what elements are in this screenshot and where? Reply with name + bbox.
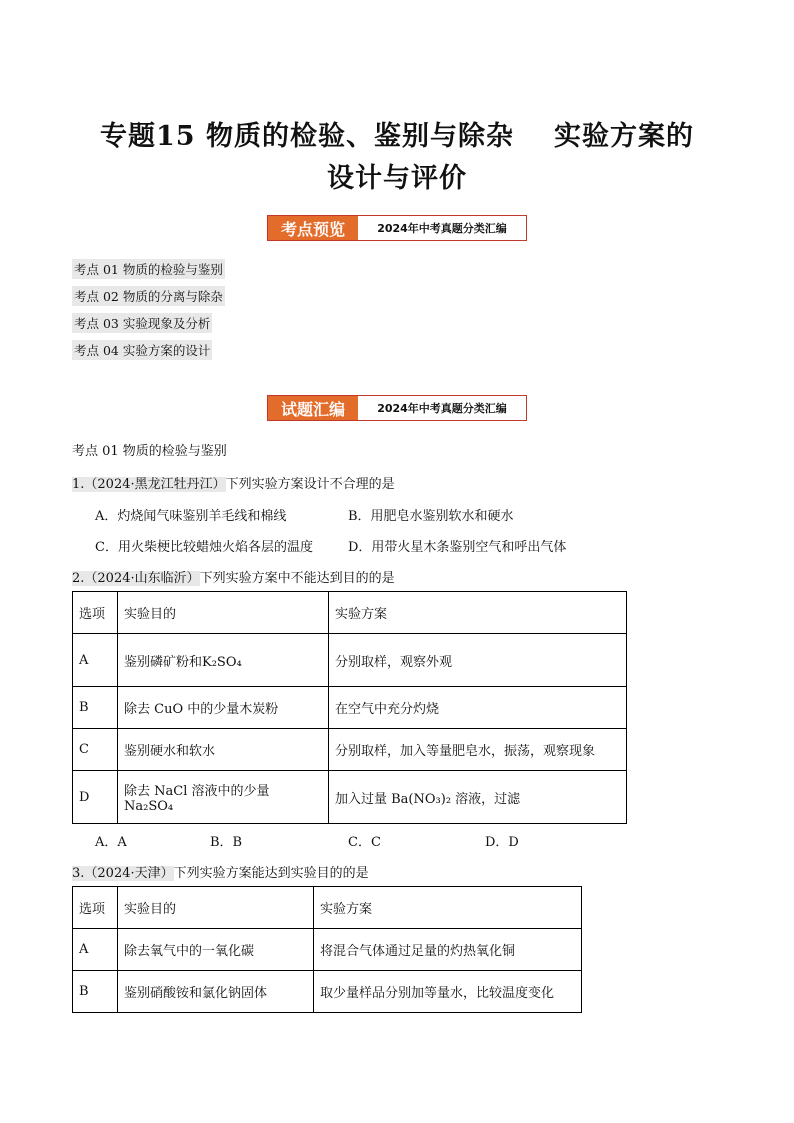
- table-header-row: [73, 592, 627, 634]
- table-cell: B: [73, 687, 118, 729]
- table-row: [73, 971, 582, 1013]
- table-cell: 将混合气体通过足量的灼热氧化铜: [314, 929, 582, 971]
- choice-c: C．用火柴梗比较蜡烛火焰各层的温度: [95, 540, 313, 555]
- title-part-a: 专题15 物质的检验、鉴别与除杂: [100, 121, 514, 152]
- table-cell: 除去氧气中的一氧化碳: [118, 929, 314, 971]
- table-row: [73, 729, 627, 771]
- table-cell: 分别取样，观察外观: [329, 634, 627, 687]
- table-cell: 加入过量 Ba(NO₃)₂ 溶液，过滤: [329, 771, 627, 824]
- header-cell: 选项: [73, 887, 118, 929]
- header-cell: 选项: [73, 592, 118, 634]
- question-source: 3.（2024·天津）: [72, 866, 174, 881]
- outline-item: 考点 01 物质的检验与鉴别: [72, 259, 225, 279]
- table-cell: A: [73, 929, 118, 971]
- table-cell: 除去 NaCl 溶液中的少量 Na₂SO₄: [118, 771, 329, 824]
- choice-b: B．用肥皂水鉴别软水和硬水: [348, 509, 514, 524]
- title-part-b: 实验方案的: [553, 121, 694, 152]
- choice-d: D．D: [485, 835, 519, 850]
- choice-c: C．C: [348, 835, 381, 850]
- table-cell: C: [73, 729, 118, 771]
- choice-a: A．A: [95, 835, 127, 850]
- page-title-line2: 设计与评价: [327, 163, 467, 194]
- table-row: [73, 771, 627, 824]
- outline-item: 考点 03 实验现象及分析: [72, 313, 212, 333]
- choice-d: D．用带火星木条鉴别空气和呼出气体: [348, 540, 567, 555]
- table-cell: 分别取样，加入等量肥皂水，振荡，观察现象: [329, 729, 627, 771]
- questions-banner: [267, 395, 527, 421]
- page-title-line1: [0, 114, 794, 153]
- header-cell: 实验方案: [314, 887, 582, 929]
- banner-subtitle: 2024年中考真题分类汇编: [377, 222, 507, 235]
- table-cell: D: [73, 771, 118, 824]
- table-cell: 除去 CuO 中的少量木炭粉: [118, 687, 329, 729]
- header-cell: 实验目的: [118, 592, 329, 634]
- table-cell: 鉴别硬水和软水: [118, 729, 329, 771]
- header-cell: 实验目的: [118, 887, 314, 929]
- question-stem: 下列实验方案设计不合理的是: [225, 477, 395, 492]
- section-heading: 考点 01 物质的检验与鉴别: [72, 444, 227, 459]
- table-cell: 鉴别磷矿粉和K₂SO₄: [118, 634, 329, 687]
- banner-tag: 考点预览: [268, 216, 358, 240]
- question-stem: 下列实验方案中不能达到目的的是: [199, 571, 395, 586]
- header-cell: 实验方案: [329, 592, 627, 634]
- question-2: [72, 567, 395, 586]
- question-3-table: [72, 886, 582, 1013]
- table-row: [73, 634, 627, 687]
- table-cell: 在空气中充分灼烧: [329, 687, 627, 729]
- preview-banner: [267, 215, 527, 241]
- outline-item: 考点 02 物质的分离与除杂: [72, 286, 225, 306]
- table-row: [73, 687, 627, 729]
- question-source: 1.（2024·黑龙江牡丹江）: [72, 477, 226, 492]
- table-cell: A: [73, 634, 118, 687]
- table-header-row: [73, 887, 582, 929]
- table-row: [73, 929, 582, 971]
- question-3: [72, 862, 369, 881]
- banner-subtitle: 2024年中考真题分类汇编: [377, 402, 507, 415]
- choice-a: A．灼烧闻气味鉴别羊毛线和棉线: [95, 509, 287, 524]
- question-source: 2.（2024·山东临沂）: [72, 571, 200, 586]
- outline-item: 考点 04 实验方案的设计: [72, 340, 212, 360]
- question-1: [72, 473, 395, 492]
- question-2-table: [72, 591, 627, 824]
- banner-tag: 试题汇编: [268, 396, 358, 420]
- question-stem: 下列实验方案能达到实验目的的是: [173, 866, 369, 881]
- table-cell: B: [73, 971, 118, 1013]
- choice-b: B．B: [210, 835, 243, 850]
- table-cell: 鉴别硝酸铵和氯化钠固体: [118, 971, 314, 1013]
- table-cell: 取少量样品分别加等量水，比较温度变化: [314, 971, 582, 1013]
